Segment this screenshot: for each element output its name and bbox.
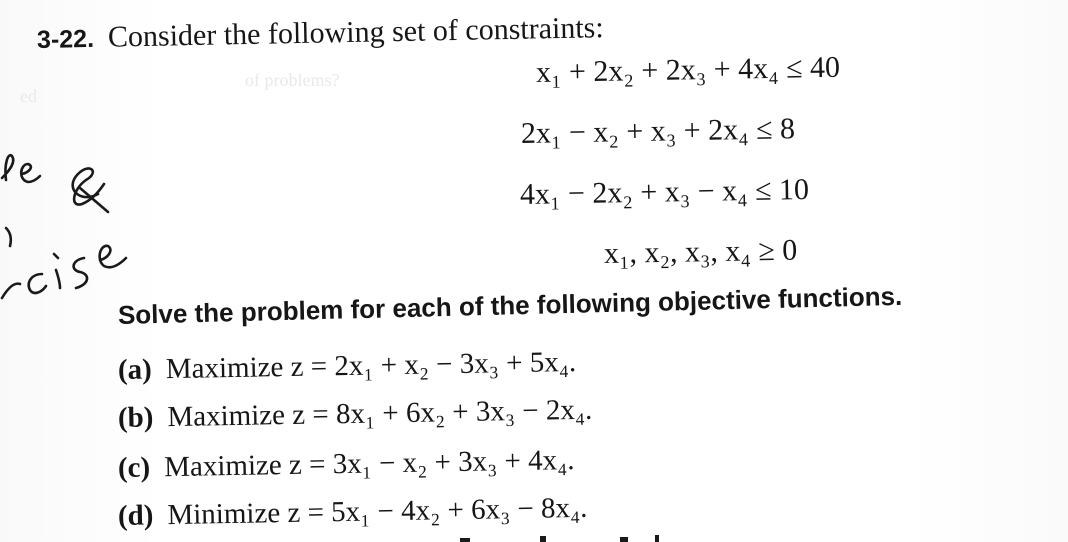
part-b (118, 394, 593, 435)
nonnegativity-constraint (604, 234, 798, 271)
constraint-3-text: 4x₁ − 2x₂ + x₃ − x₄ ≤ 10 (519, 172, 810, 211)
part-c (118, 444, 575, 485)
bleed-through-text-2: of problems? (245, 70, 340, 90)
part-b-label: (b) (117, 401, 154, 434)
problem-intro: Consider the following set of constraints: (107, 11, 604, 54)
constraint-2 (521, 112, 796, 151)
part-a-text: Maximize z = 2x₁ + x₂ − 3x₃ + 5x₄. (165, 346, 577, 386)
part-d-text: Minimize z = 5x₁ − 4x₂ + 6x₃ − 8x₄. (167, 491, 588, 532)
instruction-text: Solve the problem for each of the following objective functions. (117, 280, 903, 330)
constraint-1 (536, 51, 841, 90)
part-d-label: (d) (117, 499, 154, 532)
part-c-text: Maximize z = 3x₁ − x₂ + 3x₃ + 4x₄. (163, 444, 575, 484)
nonnegativity-text: x₁, x₂, x₃, x₄ ≥ 0 (603, 233, 798, 270)
part-d (118, 492, 588, 533)
handwritten-note (0, 150, 150, 320)
bleed-through-text-1: ed (20, 86, 37, 106)
problem-number: 3-22. (36, 24, 95, 54)
part-b-text: Maximize z = 8x₁ + 6x₂ + 3x₃ − 2x₄. (167, 393, 593, 434)
cut-off-text-fragment (440, 532, 670, 542)
constraint-1-text: x₁ + 2x₂ + 2x₃ + 4x₄ ≤ 40 (535, 50, 841, 89)
constraint-2-text: 2x₁ − x₂ + x₃ + 2x₄ ≤ 8 (520, 112, 796, 150)
problem-heading (37, 11, 604, 56)
part-c-label: (c) (117, 451, 151, 484)
part-a-label: (a) (117, 353, 153, 386)
part-a (118, 346, 577, 387)
constraint-3 (520, 173, 810, 212)
